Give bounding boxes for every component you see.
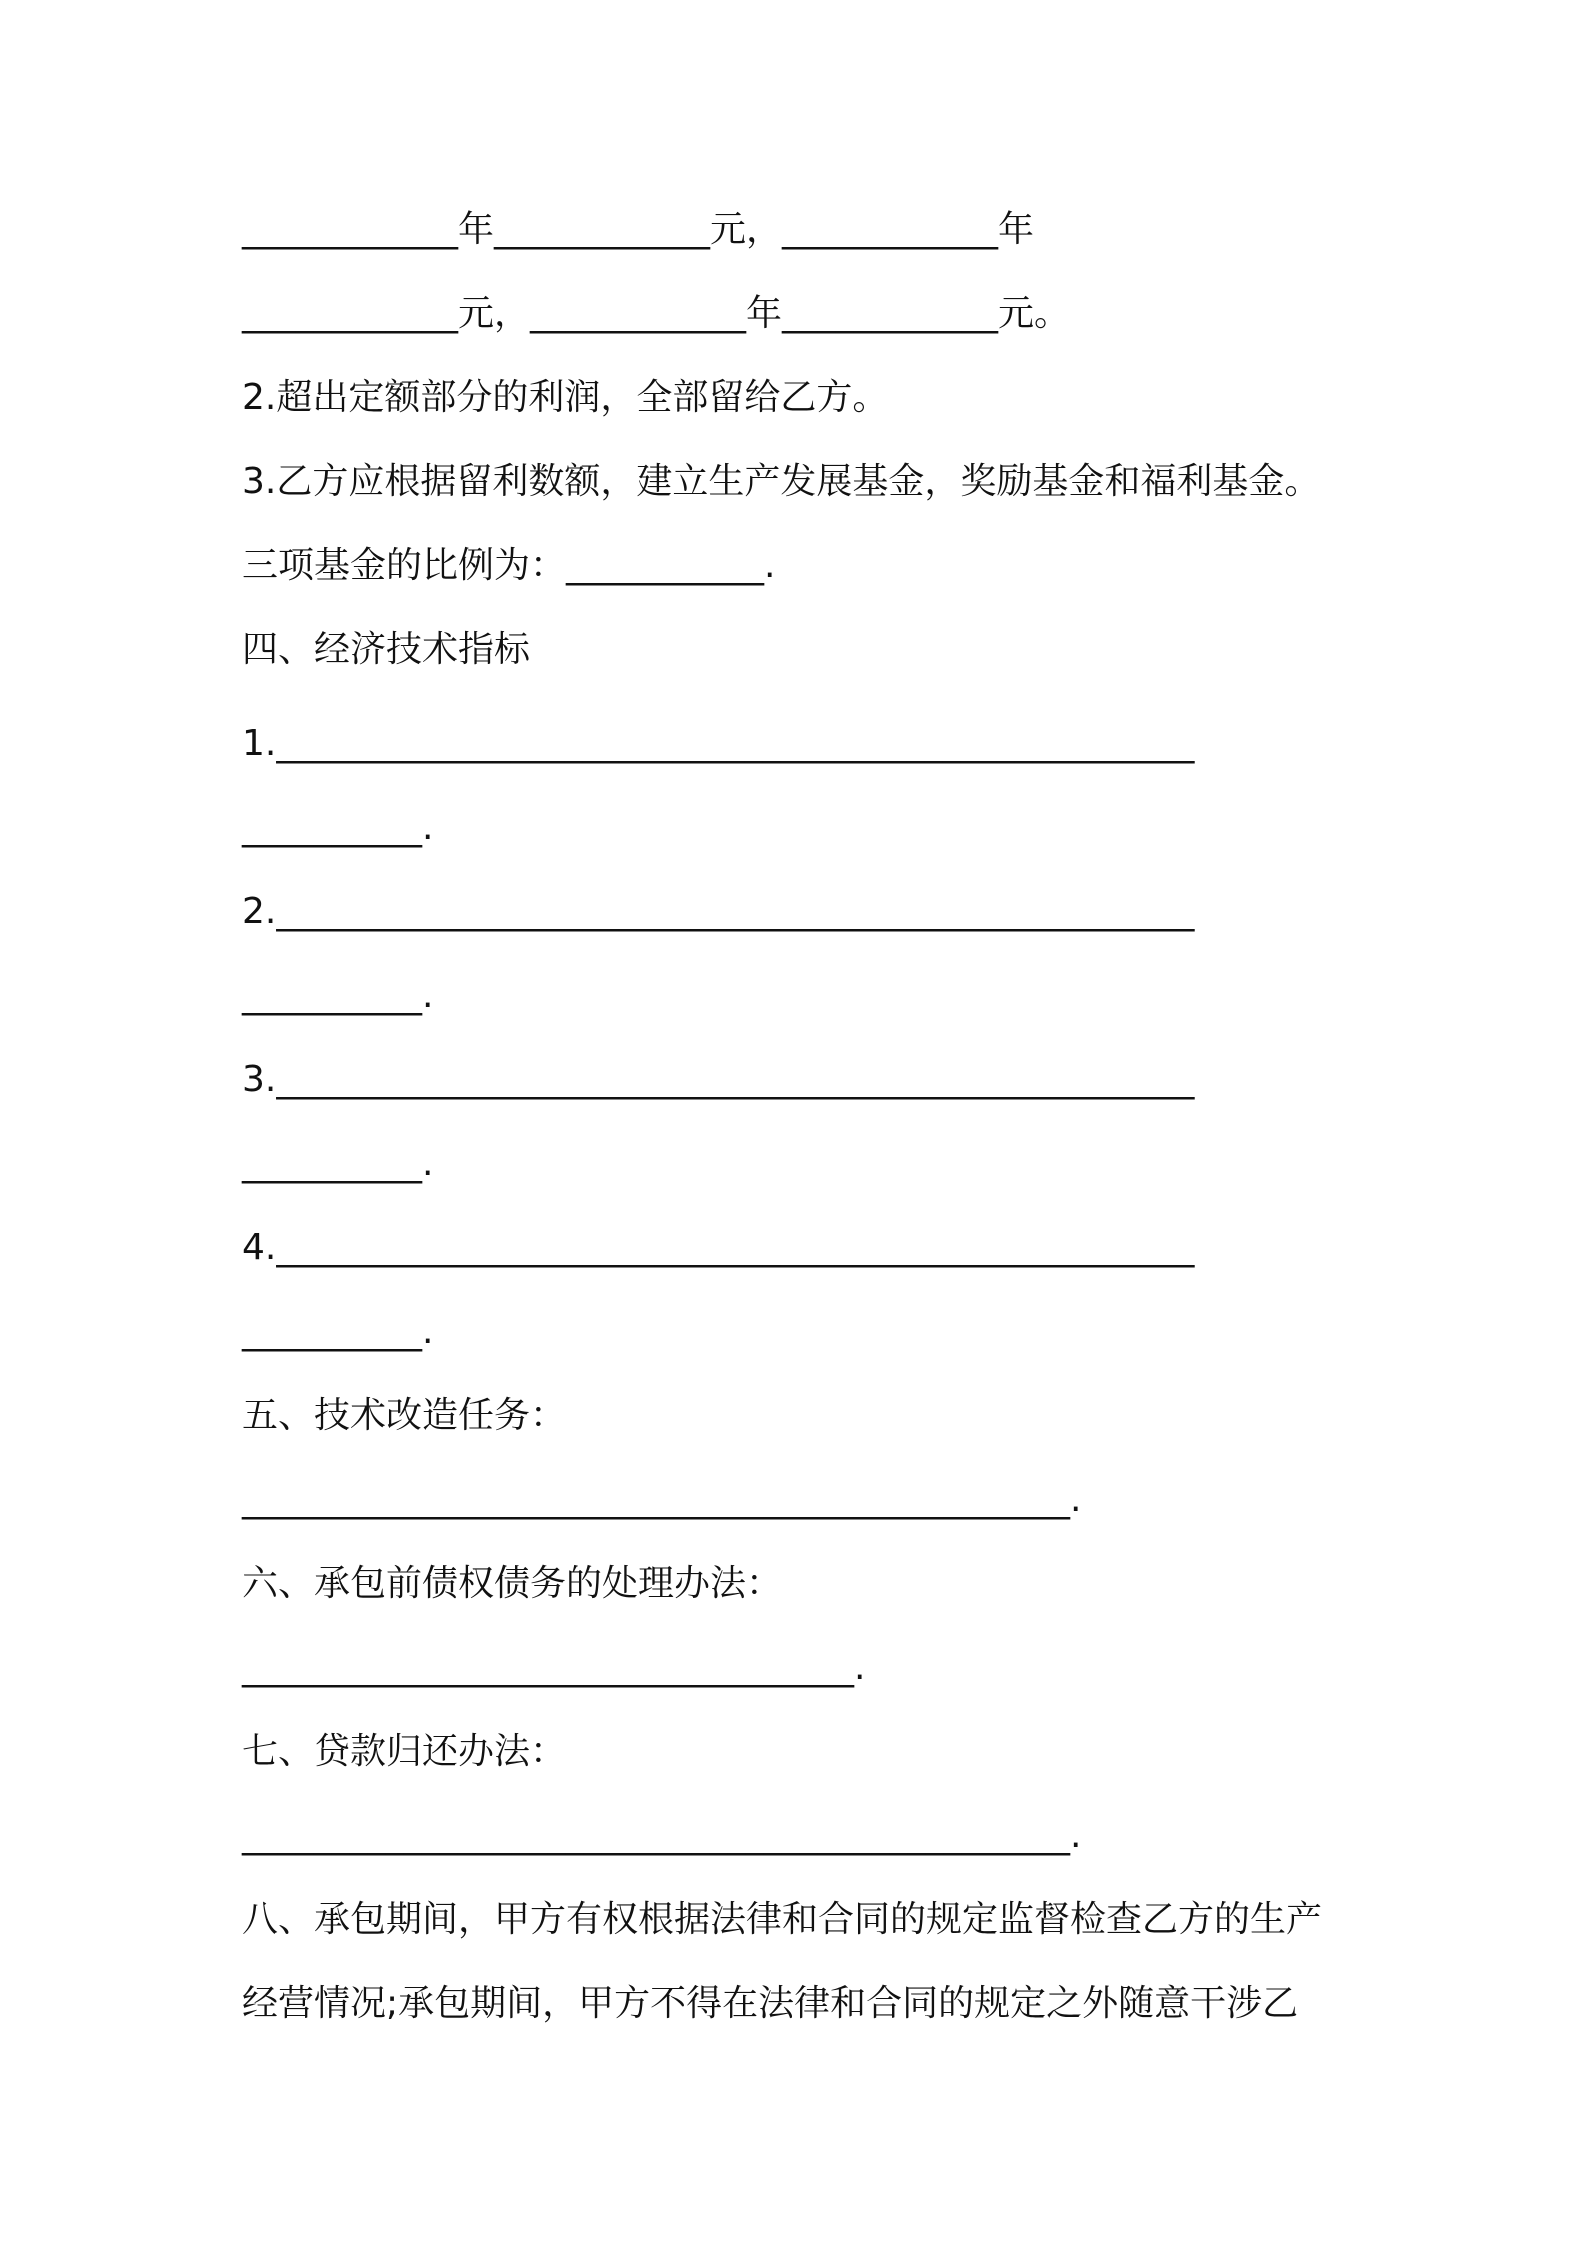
section-8-paragraph-line-1: 八、承包期间，甲方有权根据法律和合同的规定监督检查乙方的生产 xyxy=(242,1899,1323,1940)
indicator-1-line: 1.___________________________________________________ xyxy=(242,723,1195,764)
fill-line-years-amounts-1: ____________年____________元，____________年 xyxy=(242,209,1034,250)
section-7-fill-line: ______________________________________________. xyxy=(242,1815,1082,1856)
indicator-1-continuation: __________. xyxy=(242,807,434,848)
indicator-3-line: 3.___________________________________________________ xyxy=(242,1059,1195,1100)
fund-ratio-line: 三项基金的比例为：___________. xyxy=(242,545,776,586)
section-6-fill-line: __________________________________. xyxy=(242,1647,866,1688)
section-6-heading: 六、承包前债权债务的处理办法： xyxy=(242,1563,783,1604)
indicator-4-continuation: __________. xyxy=(242,1311,434,1352)
section-5-heading: 五、技术改造任务： xyxy=(242,1395,567,1436)
clause-3-funds: 3.乙方应根据留利数额，建立生产发展基金，奖励基金和福利基金。 xyxy=(242,461,1321,502)
section-7-heading: 七、贷款归还办法： xyxy=(242,1731,567,1772)
indicator-2-continuation: __________. xyxy=(242,975,434,1016)
indicator-3-continuation: __________. xyxy=(242,1143,434,1184)
fill-line-years-amounts-2: ____________元，____________年____________元。 xyxy=(242,293,1070,334)
section-5-fill-line: ______________________________________________. xyxy=(242,1479,1082,1520)
clause-2-excess-profit: 2.超出定额部分的利润，全部留给乙方。 xyxy=(242,377,889,418)
section-4-heading: 四、经济技术指标 xyxy=(242,629,531,670)
indicator-4-line: 4.___________________________________________________ xyxy=(242,1227,1195,1268)
section-8-paragraph-line-2: 经营情况;承包期间，甲方不得在法律和合同的规定之外随意干涉乙 xyxy=(242,1983,1299,2024)
indicator-2-line: 2.___________________________________________________ xyxy=(242,891,1195,932)
